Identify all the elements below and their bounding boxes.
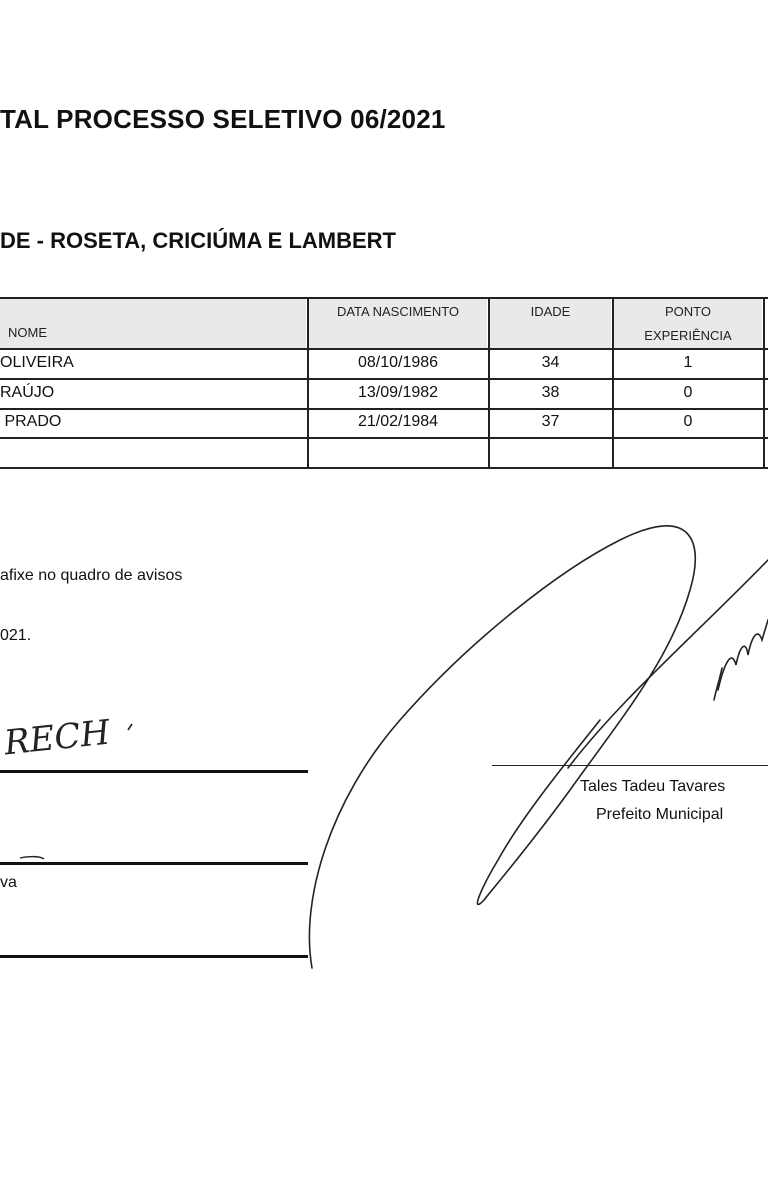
page-subtitle: DE - ROSETA, CRICIÚMA E LAMBERT <box>0 228 396 253</box>
right-signatory-role: Prefeito Municipal <box>596 806 724 823</box>
notice-text: afixe no quadro de avisos <box>0 567 183 584</box>
cell-data-nascimento: 13/09/1982 <box>357 384 439 401</box>
cell-ponto: 0 <box>683 413 693 430</box>
cell-nome: RAÚJO <box>0 384 55 401</box>
header-experiencia: EXPERIÊNCIA <box>644 328 732 343</box>
right-signatory-name: Tales Tadeu Tavares <box>580 778 726 795</box>
header-data-nascimento: DATA NASCIMENTO <box>336 304 460 319</box>
header-nome: NOME <box>8 325 47 340</box>
page-title: TAL PROCESSO SELETIVO 06/2021 <box>0 104 446 134</box>
left-signature-handwriting: RECH <box>2 712 112 764</box>
header-ponto: PONTO <box>665 304 711 319</box>
cell-data-nascimento: 08/10/1986 <box>357 354 439 371</box>
cell-data-nascimento: 21/02/1984 <box>357 413 439 430</box>
date-text: 021. <box>0 627 32 644</box>
cell-nome: PRADO <box>0 413 62 430</box>
cell-nome: OLIVEIRA <box>0 354 74 371</box>
cell-idade: 38 <box>541 384 560 401</box>
cell-idade: 37 <box>541 413 560 430</box>
cell-ponto: 0 <box>683 384 693 401</box>
header-idade: IDADE <box>530 304 571 319</box>
left-signatory-name: va <box>0 874 17 891</box>
cell-ponto: 1 <box>683 354 693 371</box>
cell-idade: 34 <box>541 354 560 371</box>
